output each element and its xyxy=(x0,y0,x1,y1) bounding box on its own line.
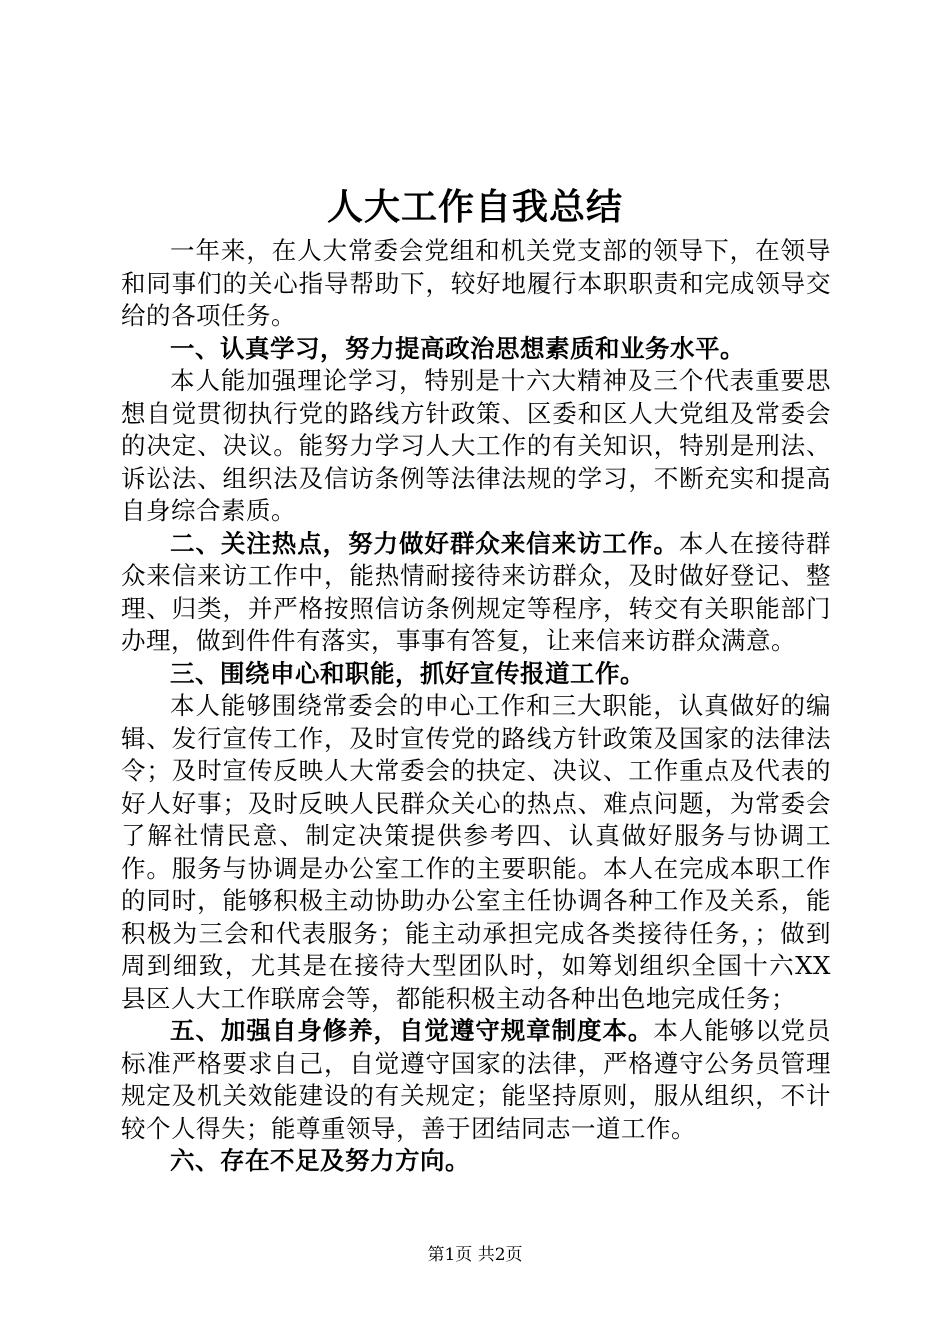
section-3-paragraph: 本人能够围绕常委会的申心工作和三大职能，认真做好的编辑、发行宣传工作，及时宣传党的路线方针政策及国家的法律法令；及时宣传反映人大常委会的抉定、决议、工作重点及代表的好人好事；及时反映人民群众关心的热点、难点问题，为常委会了解社情民意、制定决策提供参考四、认真做好服务与协调工作。服务与协调是办公室工作的主要职能。本人在完成本职工作的同时，能够积极主动协助办公室主任协调各种工作及关系，能积极为三会和代表服务；能主动承担完成各类接待任务，；做到周到细致，尤其是在接待大型团队时，如筹划组织全国十六XX县区人大工作联席会等，都能积极主动各种出色地完成任务； xyxy=(121,691,831,1013)
page-footer: 第1页 共2页 xyxy=(427,1245,523,1265)
intro-paragraph: 一年来，在人大常委会党组和机关党支部的领导下，在领导和同事们的关心指导帮助下，较好地履行本职职责和完成领导交给的各项任务。 xyxy=(121,236,831,330)
section-1-heading: 一、认真学习，努力提高政治思想素质和业务水平。 xyxy=(170,333,745,363)
section-5-text: 本人能够以党员标准严格要求自己，自觉遵守国家的法律，严格遵守公务员管理规定及机关效能建设的有关规定；能坚持原则，服从组织，不计较个人得失；能尊重领导，善于团结同志一道工作。 xyxy=(121,1016,831,1143)
section-2-paragraph xyxy=(121,528,831,658)
section-5-heading: 五、加强自身修养，自觉遵守规章制度本。 xyxy=(170,1016,654,1045)
document-title: 人大工作自我总结 xyxy=(326,186,623,228)
section-3-heading: 三、围绕申心和职能，抓好宣传报道工作。 xyxy=(170,658,645,688)
section-1-paragraph: 本人能加强理论学习，特别是十六大精神及三个代表重要思想自觉贯彻执行党的路线方针政策、区委和区人大党组及常委会的决定、决议。能努力学习人大工作的有关知识，特别是刑法、诉讼法、组织法及信访条例等法律法规的学习，不断充实和提高自身综合素质。 xyxy=(121,366,831,525)
section-2-heading: 二、关注热点，努力做好群众来信来访工作。 xyxy=(170,528,679,558)
section-6-heading: 六、存在不足及努力方向。 xyxy=(170,1146,470,1175)
section-2-text: 本人在接待群众来信来访工作中，能热情耐接待来访群众，及时做好登记、整理、归类，并严格按照信访条例规定等程序，转交有关职能部门办理，做到件件有落实，事事有答复，让来信来访群众满意。 xyxy=(121,528,832,655)
section-5-paragraph xyxy=(121,1015,831,1145)
document-body xyxy=(121,235,831,1178)
